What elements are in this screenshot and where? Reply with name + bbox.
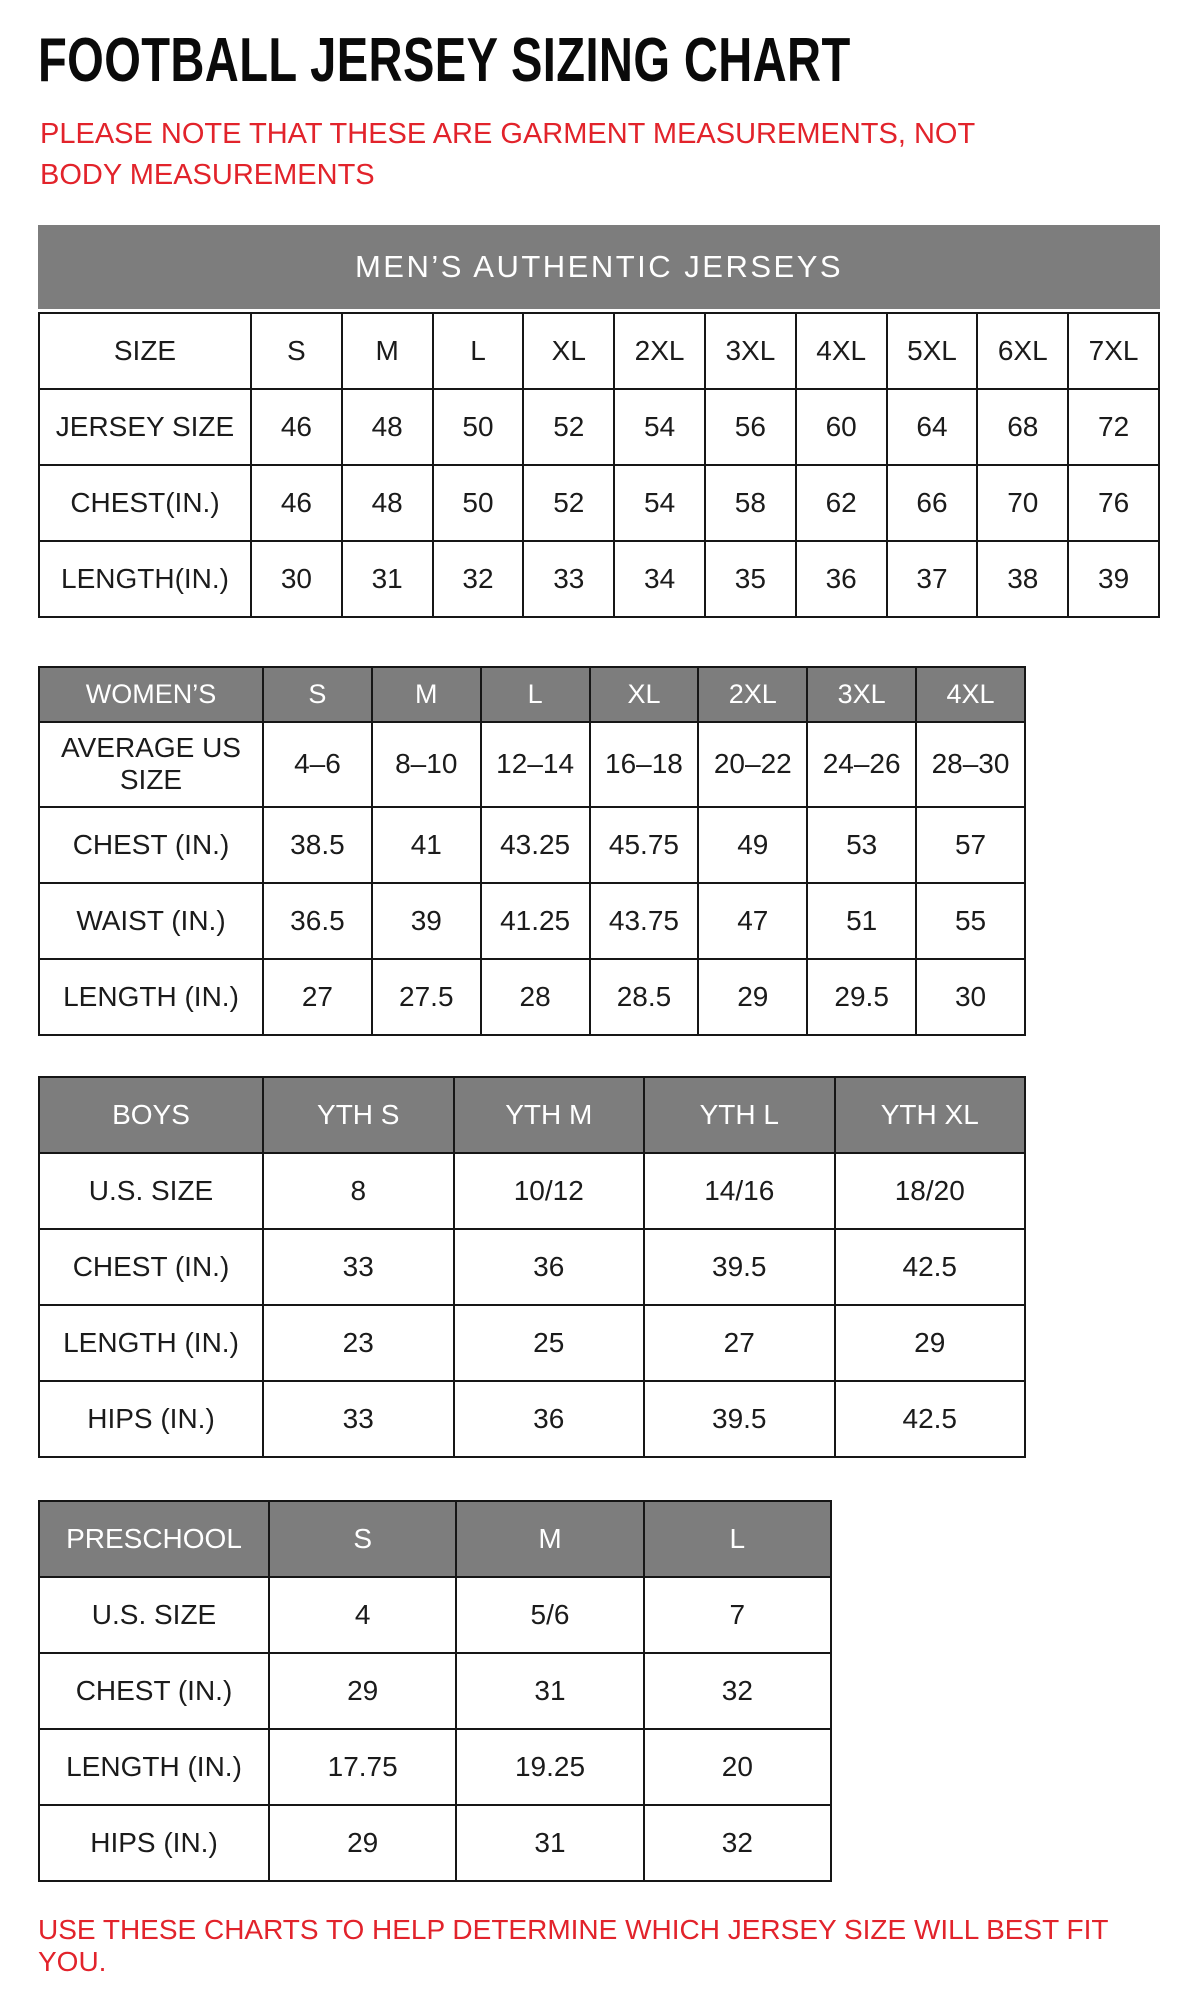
boys-sizing-table	[38, 1076, 1026, 1458]
data-cell: 50	[433, 465, 524, 541]
row-label-cell: LENGTH (IN.)	[39, 959, 263, 1035]
data-cell: 34	[614, 541, 705, 617]
data-cell: 30	[916, 959, 1025, 1035]
data-cell: 62	[796, 465, 887, 541]
data-cell: 4–6	[263, 722, 372, 806]
table-header-cell: XL	[590, 667, 699, 722]
data-cell: 60	[796, 389, 887, 465]
table-header-cell: YTH M	[454, 1077, 645, 1153]
page-title	[38, 28, 1162, 100]
table-row	[39, 465, 1159, 541]
data-cell: 76	[1068, 465, 1159, 541]
data-cell: 33	[263, 1229, 454, 1305]
data-cell: 39.5	[644, 1381, 835, 1457]
data-cell: 52	[523, 389, 614, 465]
data-cell: 43.75	[590, 883, 699, 959]
data-cell: 37	[887, 541, 978, 617]
data-cell: 8	[263, 1153, 454, 1229]
data-cell: 42.5	[835, 1381, 1026, 1457]
data-cell: 14/16	[644, 1153, 835, 1229]
data-cell: 56	[705, 389, 796, 465]
data-cell: 64	[887, 389, 978, 465]
data-cell: 27.5	[372, 959, 481, 1035]
data-cell: XL	[523, 313, 614, 389]
table-header-cell: 3XL	[807, 667, 916, 722]
data-cell: 42.5	[835, 1229, 1026, 1305]
data-cell: 49	[698, 807, 807, 883]
data-cell: 54	[614, 465, 705, 541]
table-header-label-cell: BOYS	[39, 1077, 263, 1153]
data-cell: 43.25	[481, 807, 590, 883]
table-header-cell: YTH S	[263, 1077, 454, 1153]
row-label-cell: CHEST(IN.)	[39, 465, 251, 541]
data-cell: 27	[644, 1305, 835, 1381]
row-label-cell: AVERAGE US SIZE	[39, 722, 263, 806]
womens-sizing-table	[38, 666, 1026, 1035]
data-cell: 51	[807, 883, 916, 959]
data-cell: 53	[807, 807, 916, 883]
data-cell: 30	[251, 541, 342, 617]
table-row	[39, 1653, 831, 1729]
data-cell: 41.25	[481, 883, 590, 959]
data-cell: 54	[614, 389, 705, 465]
row-label-cell: WAIST (IN.)	[39, 883, 263, 959]
data-cell: 28.5	[590, 959, 699, 1035]
preschool-sizing-table	[38, 1500, 832, 1882]
data-cell: 10/12	[454, 1153, 645, 1229]
data-cell: 33	[523, 541, 614, 617]
data-cell: 32	[433, 541, 524, 617]
mens-authentic-jerseys-table	[38, 312, 1160, 618]
data-cell: 28–30	[916, 722, 1025, 806]
data-cell: 29	[269, 1653, 456, 1729]
data-cell: 36	[454, 1381, 645, 1457]
data-cell: 4	[269, 1577, 456, 1653]
data-cell: 31	[342, 541, 433, 617]
row-label-cell: LENGTH(IN.)	[39, 541, 251, 617]
table-row	[39, 1577, 831, 1653]
row-label-cell: LENGTH (IN.)	[39, 1305, 263, 1381]
row-label-cell: HIPS (IN.)	[39, 1381, 263, 1457]
table-header-cell: M	[372, 667, 481, 722]
data-cell: 36.5	[263, 883, 372, 959]
table-row	[39, 1305, 1025, 1381]
table-header-cell: YTH L	[644, 1077, 835, 1153]
data-cell: 4XL	[796, 313, 887, 389]
row-label-cell: LENGTH (IN.)	[39, 1729, 269, 1805]
data-cell: 35	[705, 541, 796, 617]
mens-table-banner: MEN’S AUTHENTIC JERSEYS	[38, 225, 1160, 309]
table-header-cell: M	[456, 1501, 643, 1577]
data-cell: 48	[342, 465, 433, 541]
table-row	[39, 1729, 831, 1805]
measurement-note: PLEASE NOTE THAT THESE ARE GARMENT MEASUREMENTS, NOT BODY MEASUREMENTS	[40, 118, 975, 191]
table-header-cell: 2XL	[698, 667, 807, 722]
data-cell: 48	[342, 389, 433, 465]
data-cell: 32	[644, 1653, 831, 1729]
table-row	[39, 389, 1159, 465]
data-cell: 20	[644, 1729, 831, 1805]
data-cell: 46	[251, 389, 342, 465]
data-cell: 29	[269, 1805, 456, 1881]
table-header-row	[39, 667, 1025, 722]
table-header-row	[39, 1501, 831, 1577]
table-row	[39, 1153, 1025, 1229]
data-cell: 16–18	[590, 722, 699, 806]
table-row	[39, 541, 1159, 617]
data-cell: 12–14	[481, 722, 590, 806]
table-header-cell: 4XL	[916, 667, 1025, 722]
data-cell: 39	[372, 883, 481, 959]
data-cell: 31	[456, 1805, 643, 1881]
data-cell: 39	[1068, 541, 1159, 617]
data-cell: 38.5	[263, 807, 372, 883]
table-header-cell: L	[644, 1501, 831, 1577]
data-cell: 27	[263, 959, 372, 1035]
page-title-text: FOOTBALL JERSEY SIZING CHART	[38, 26, 851, 95]
table-header-cell: S	[263, 667, 372, 722]
data-cell: 38	[977, 541, 1068, 617]
data-cell: 72	[1068, 389, 1159, 465]
data-cell: 18/20	[835, 1153, 1026, 1229]
data-cell: S	[251, 313, 342, 389]
row-label-cell: CHEST (IN.)	[39, 807, 263, 883]
data-cell: 31	[456, 1653, 643, 1729]
data-cell: 41	[372, 807, 481, 883]
data-cell: 25	[454, 1305, 645, 1381]
table-row	[39, 722, 1025, 806]
data-cell: 23	[263, 1305, 454, 1381]
data-cell: 20–22	[698, 722, 807, 806]
table-header-label-cell: WOMEN’S	[39, 667, 263, 722]
data-cell: 57	[916, 807, 1025, 883]
row-label-cell: HIPS (IN.)	[39, 1805, 269, 1881]
row-label-cell: U.S. SIZE	[39, 1577, 269, 1653]
data-cell: 33	[263, 1381, 454, 1457]
data-cell: 19.25	[456, 1729, 643, 1805]
table-header-cell: YTH XL	[835, 1077, 1026, 1153]
data-cell: 7	[644, 1577, 831, 1653]
data-cell: 28	[481, 959, 590, 1035]
table-row	[39, 807, 1025, 883]
table-header-cell: S	[269, 1501, 456, 1577]
data-cell: 29	[698, 959, 807, 1035]
data-cell: 17.75	[269, 1729, 456, 1805]
table-row	[39, 883, 1025, 959]
data-cell: 52	[523, 465, 614, 541]
data-cell: 6XL	[977, 313, 1068, 389]
data-cell: 32	[644, 1805, 831, 1881]
row-label-cell: SIZE	[39, 313, 251, 389]
table-header-row	[39, 1077, 1025, 1153]
table-row	[39, 1381, 1025, 1457]
data-cell: 2XL	[614, 313, 705, 389]
data-cell: 36	[796, 541, 887, 617]
data-cell: 58	[705, 465, 796, 541]
data-cell: 68	[977, 389, 1068, 465]
row-label-cell: JERSEY SIZE	[39, 389, 251, 465]
table-header-label-cell: PRESCHOOL	[39, 1501, 269, 1577]
table-row	[39, 1805, 831, 1881]
table-header-cell: L	[481, 667, 590, 722]
row-label-cell: CHEST (IN.)	[39, 1229, 263, 1305]
data-cell: 39.5	[644, 1229, 835, 1305]
data-cell: M	[342, 313, 433, 389]
data-cell: 24–26	[807, 722, 916, 806]
data-cell: 5XL	[887, 313, 978, 389]
data-cell: 36	[454, 1229, 645, 1305]
table-row	[39, 1229, 1025, 1305]
data-cell: L	[433, 313, 524, 389]
data-cell: 66	[887, 465, 978, 541]
footer-note: USE THESE CHARTS TO HELP DETERMINE WHICH JERSEY SIZE WILL BEST FIT YOU.	[38, 1913, 1108, 1977]
table-row	[39, 313, 1159, 389]
row-label-cell: U.S. SIZE	[39, 1153, 263, 1229]
data-cell: 55	[916, 883, 1025, 959]
data-cell: 70	[977, 465, 1068, 541]
data-cell: 29.5	[807, 959, 916, 1035]
data-cell: 29	[835, 1305, 1026, 1381]
row-label-cell: CHEST (IN.)	[39, 1653, 269, 1729]
data-cell: 47	[698, 883, 807, 959]
data-cell: 45.75	[590, 807, 699, 883]
data-cell: 8–10	[372, 722, 481, 806]
data-cell: 3XL	[705, 313, 796, 389]
data-cell: 7XL	[1068, 313, 1159, 389]
data-cell: 50	[433, 389, 524, 465]
table-row	[39, 959, 1025, 1035]
data-cell: 5/6	[456, 1577, 643, 1653]
data-cell: 46	[251, 465, 342, 541]
